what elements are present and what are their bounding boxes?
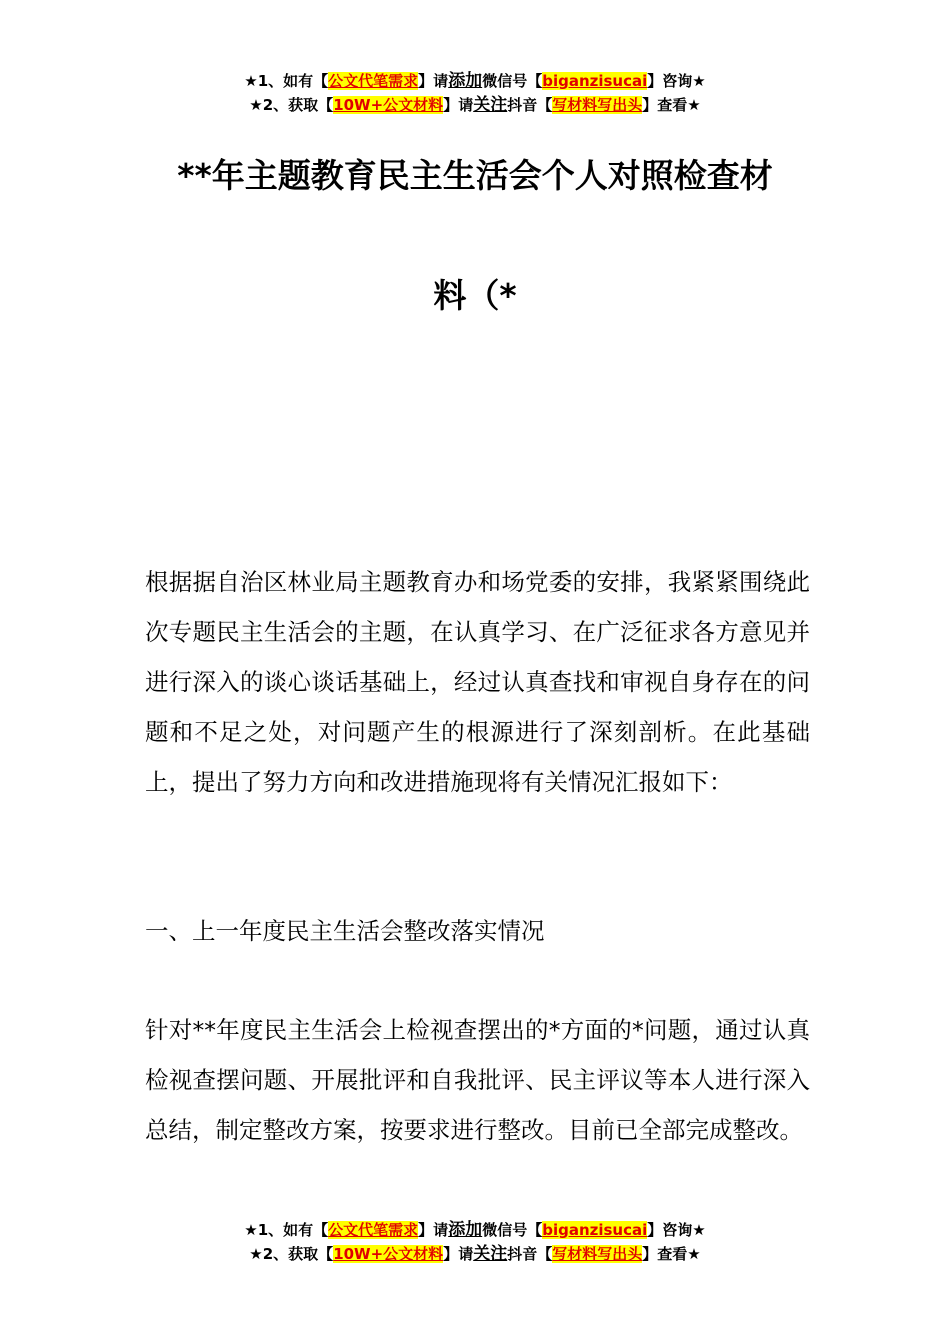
ad-text: 微信号【 [482, 72, 543, 90]
ad-emphasis: 添加 [448, 1220, 483, 1240]
page-title-line-2: 料（* [433, 276, 517, 315]
ad-text: 】查看★ [642, 1245, 701, 1263]
ad-text: 微信号【 [482, 1221, 543, 1239]
ad-text: 】请 [443, 96, 474, 114]
heading: 一、上一年度民主生活会整改落实情况 [145, 917, 545, 945]
section-paragraph [145, 1005, 810, 1155]
ad-line-2 [0, 93, 950, 117]
ad-text: ★1、如有【 [244, 1221, 329, 1239]
ad-text: 】请 [443, 1245, 474, 1263]
header-ad [0, 69, 950, 117]
ad-highlight: 写材料写出头 [552, 96, 643, 114]
ad-text: ★2、获取【 [249, 1245, 334, 1263]
ad-highlight: 写材料写出头 [552, 1245, 643, 1263]
ad-line-2 [0, 1242, 950, 1266]
ad-highlight: biganzisucai [542, 72, 648, 90]
ad-emphasis: 关注 [473, 1244, 508, 1264]
ad-text: 】请 [418, 1221, 449, 1239]
intro-paragraph [145, 557, 810, 807]
ad-emphasis: 添加 [448, 71, 483, 91]
ad-text: ★2、获取【 [249, 96, 334, 114]
ad-text: 】请 [418, 72, 449, 90]
ad-highlight: biganzisucai [542, 1221, 648, 1239]
section-heading [145, 906, 810, 956]
ad-text: 抖音【 [507, 96, 553, 114]
ad-text: 】咨询★ [647, 1221, 706, 1239]
paragraph: 根据据自治区林业局主题教育办和场党委的安排，我紧紧围绕此次专题民主生活会的主题，在认真学习、在广泛征求各方意见并进行深入的谈心谈话基础上，经过认真查找和审视自身存在的问题和不足之处，对问题产生的根源进行了深刻剖析。在此基础上，提出了努力方向和改进措施现将有关情况汇报如下： [145, 568, 810, 796]
ad-highlight: 10W+公文材料 [333, 1245, 444, 1263]
footer-ad [0, 1218, 950, 1266]
ad-highlight: 公文代笔需求 [328, 72, 419, 90]
ad-highlight: 10W+公文材料 [333, 96, 444, 114]
ad-text: 】咨询★ [647, 72, 706, 90]
page-title-line-1: **年主题教育民主生活会个人对照检查材 [177, 156, 773, 195]
ad-line-1 [0, 1218, 950, 1242]
ad-text: 抖音【 [507, 1245, 553, 1263]
ad-line-1 [0, 69, 950, 93]
ad-highlight: 公文代笔需求 [328, 1221, 419, 1239]
ad-text: 】查看★ [642, 96, 701, 114]
ad-text: ★1、如有【 [244, 72, 329, 90]
paragraph: 针对**年度民主生活会上检视查摆出的*方面的*问题，通过认真检视查摆问题、开展批评和自我批评、民主评议等本人进行深入总结，制定整改方案，按要求进行整改。目前已全部完成整改。 [145, 1016, 810, 1144]
ad-emphasis: 关注 [473, 95, 508, 115]
